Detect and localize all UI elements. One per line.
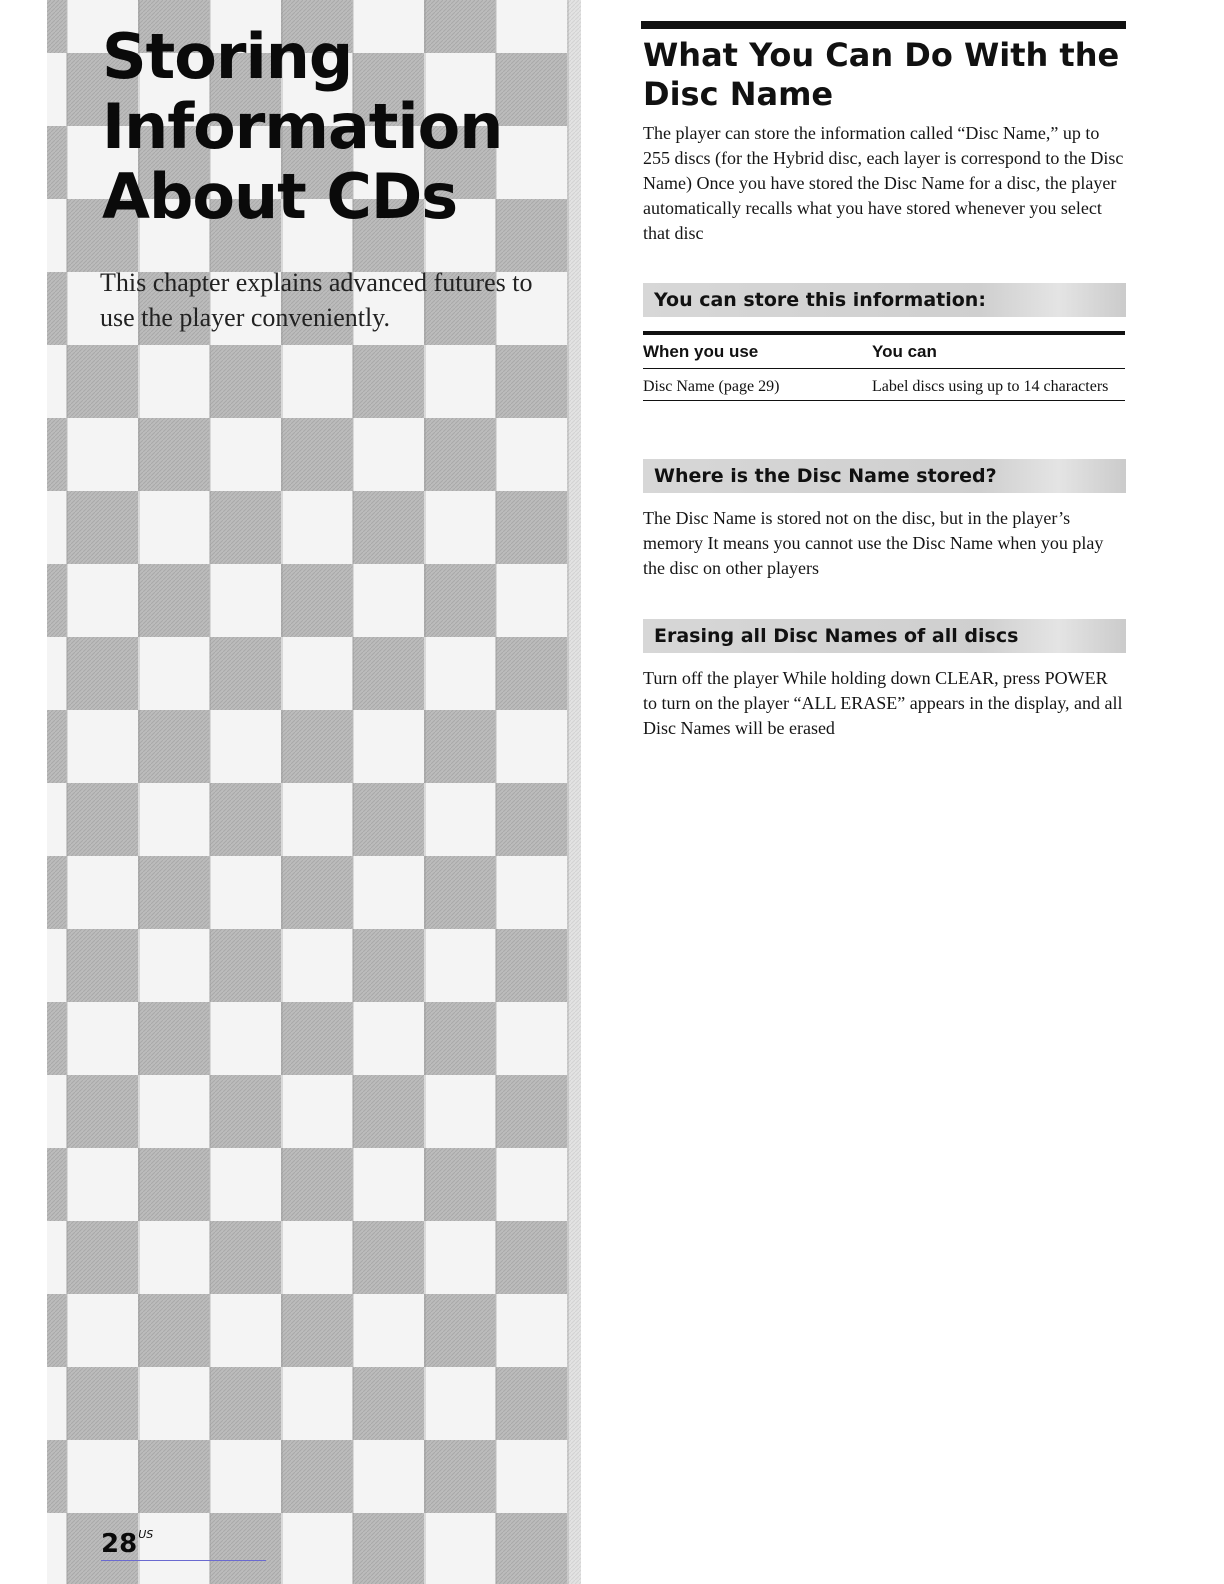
page-number [101,1528,153,1559]
checker-tile [353,564,425,637]
checker-tile [496,418,568,491]
section-title: What You Can Do With the Disc Name [643,36,1120,113]
checker-tile [138,1440,210,1513]
checker-tile [496,564,568,637]
checker-tile [281,637,353,710]
checker-tile [67,710,139,783]
checker-pattern [47,0,581,1584]
checker-tile [281,710,353,783]
checker-tile [353,710,425,783]
checker-tile [496,126,568,199]
checker-tile [353,1002,425,1075]
checker-tile [353,637,425,710]
chapter-band [47,0,581,1584]
checker-tile [47,637,67,710]
checker-tile [67,1440,139,1513]
checker-tile [424,1002,496,1075]
checker-tile [281,1148,353,1221]
checker-tile [67,637,139,710]
checker-tile [496,637,568,710]
checker-tile [353,1513,425,1584]
checker-tile [47,491,67,564]
checker-tile [424,564,496,637]
checker-tile [210,1367,282,1440]
checker-tile [496,1294,568,1367]
checker-tile [281,1294,353,1367]
checker-tile [138,856,210,929]
checker-tile [67,491,139,564]
page-number-value: 28 [101,1529,138,1559]
checker-tile [47,418,67,491]
checker-tile [210,1294,282,1367]
checker-tile [138,1075,210,1148]
erase-paragraph: Turn off the player While holding down CLEAR, press POWER to turn on the player “ALL ERASE” appears in the display, and all Disc Names will be erased [643,668,1123,738]
checker-tile [47,710,67,783]
checker-tile [210,783,282,856]
checker-tile [496,1221,568,1294]
checker-tile [424,1367,496,1440]
checker-tile [47,0,67,53]
checker-tile [496,0,568,53]
checker-tile [496,856,568,929]
checker-tile [424,929,496,1002]
checker-tile [47,783,67,856]
checker-tile [496,53,568,126]
checker-tile [281,856,353,929]
checker-tile [496,1148,568,1221]
page-number-rule [101,1560,266,1561]
subheading: You can store this information: [654,289,986,311]
checker-tile [281,1440,353,1513]
checker-tile [281,1075,353,1148]
checker-tile [47,564,67,637]
checker-tile [281,564,353,637]
section-top-bar [641,21,1126,29]
chapter-title [102,22,502,232]
checker-tile [281,418,353,491]
checker-tile [496,783,568,856]
info-table [643,331,1125,401]
checker-tile [210,1075,282,1148]
checker-tile [424,491,496,564]
checker-tile [353,1075,425,1148]
checker-tile [67,1002,139,1075]
checker-tile [67,345,139,418]
checker-tile [138,1148,210,1221]
checker-tile [47,53,67,126]
checker-tile [496,199,568,272]
checker-tile [210,1440,282,1513]
checker-tile [47,126,67,199]
checker-tile [353,1367,425,1440]
checker-tile [138,929,210,1002]
checker-tile [138,710,210,783]
checker-tile [47,1221,67,1294]
subheading: Erasing all Disc Names of all discs [654,625,1019,647]
checker-tile [281,1002,353,1075]
checker-tile [353,1221,425,1294]
checker-tile [353,345,425,418]
subheading: Where is the Disc Name stored? [654,465,997,487]
table-header: When you use [643,331,872,369]
checker-tile [424,1148,496,1221]
checker-tile [67,1148,139,1221]
checker-tile [47,929,67,1002]
checker-tile [138,1002,210,1075]
checker-tile [67,783,139,856]
checker-tile [138,345,210,418]
checker-tile [353,418,425,491]
subheading-bar [643,459,1126,493]
table-row [643,369,1125,401]
checker-tile [47,1513,67,1584]
checker-tile [424,1221,496,1294]
checker-tile [353,783,425,856]
checker-tile [210,1513,282,1584]
table-cell: Label discs using up to 14 characters [872,369,1125,401]
checker-tile [210,1002,282,1075]
checker-tile [424,856,496,929]
storage-paragraph: The Disc Name is stored not on the disc, but in the player’s memory It means you cannot use the Disc Name when you play the disc on other players [643,508,1104,578]
checker-tile [353,929,425,1002]
checker-tile [210,710,282,783]
checker-tile [496,1440,568,1513]
checker-tile [138,783,210,856]
checker-tile [47,1367,67,1440]
checker-tile [496,1002,568,1075]
checker-tile [47,345,67,418]
checker-tile [424,1513,496,1584]
checker-tile [47,1294,67,1367]
checker-tile [424,710,496,783]
subheading-bar [643,619,1126,653]
checker-tile [210,345,282,418]
chapter-title-line: Storing [102,20,353,93]
checker-tile [281,1513,353,1584]
table-cell: Disc Name (page 29) [643,369,872,401]
checker-tile [496,1513,568,1584]
table-header-row [643,331,1125,369]
checker-tile [210,1221,282,1294]
checker-tile [47,1148,67,1221]
checker-tile [67,1075,139,1148]
checker-tile [210,564,282,637]
checker-tile [67,1367,139,1440]
checker-tile [47,1075,67,1148]
checker-tile [281,929,353,1002]
checker-tile [496,929,568,1002]
checker-tile [424,418,496,491]
checker-tile [353,1440,425,1513]
checker-tile [47,1002,67,1075]
checker-tile [424,1294,496,1367]
checker-tile [210,637,282,710]
checker-tile [47,272,67,345]
checker-tile [424,637,496,710]
checker-tile [67,1221,139,1294]
page-region-suffix: US [138,1528,154,1541]
checker-tile [67,564,139,637]
checker-tile [67,1294,139,1367]
checker-tile [210,929,282,1002]
checker-tile [281,345,353,418]
checker-tile [47,1440,67,1513]
checker-tile [353,1148,425,1221]
chapter-title-line: About CDs [102,160,458,233]
checker-tile [496,1075,568,1148]
checker-tile [424,1075,496,1148]
checker-tile [67,856,139,929]
checker-tile [496,345,568,418]
checker-tile [138,491,210,564]
checker-tile [210,491,282,564]
checker-tile [353,491,425,564]
checker-tile [281,1221,353,1294]
checker-tile [138,637,210,710]
table-header: You can [872,331,1125,369]
checker-tile [138,1221,210,1294]
checker-tile [210,418,282,491]
checker-tile [424,783,496,856]
checker-tile [353,1294,425,1367]
checker-tile [424,345,496,418]
checker-tile [281,1367,353,1440]
checker-tile [47,856,67,929]
checker-tile [496,491,568,564]
checker-tile [67,418,139,491]
intro-paragraph: The player can store the information called “Disc Name,” up to 255 discs (for the Hybrid disc, each layer is correspond to the Disc Name) Once you have stored the Disc Name for a disc, the player automatically recalls what you have stored whenever you select that disc [643,123,1124,243]
checker-tile [138,1367,210,1440]
checker-tile [138,418,210,491]
checker-tile [496,1367,568,1440]
checker-tile [496,710,568,783]
chapter-title-line: Information [102,90,503,163]
checker-tile [281,491,353,564]
checker-tile [67,929,139,1002]
subheading-bar [643,283,1126,317]
checker-tile [281,783,353,856]
checker-tile [353,856,425,929]
checker-tile [210,1148,282,1221]
checker-tile [424,1440,496,1513]
chapter-intro: This chapter explains advanced futures to use the player conveniently. [100,268,533,332]
checker-tile [138,564,210,637]
checker-tile [47,199,67,272]
checker-tile [138,1294,210,1367]
checker-tile [210,856,282,929]
